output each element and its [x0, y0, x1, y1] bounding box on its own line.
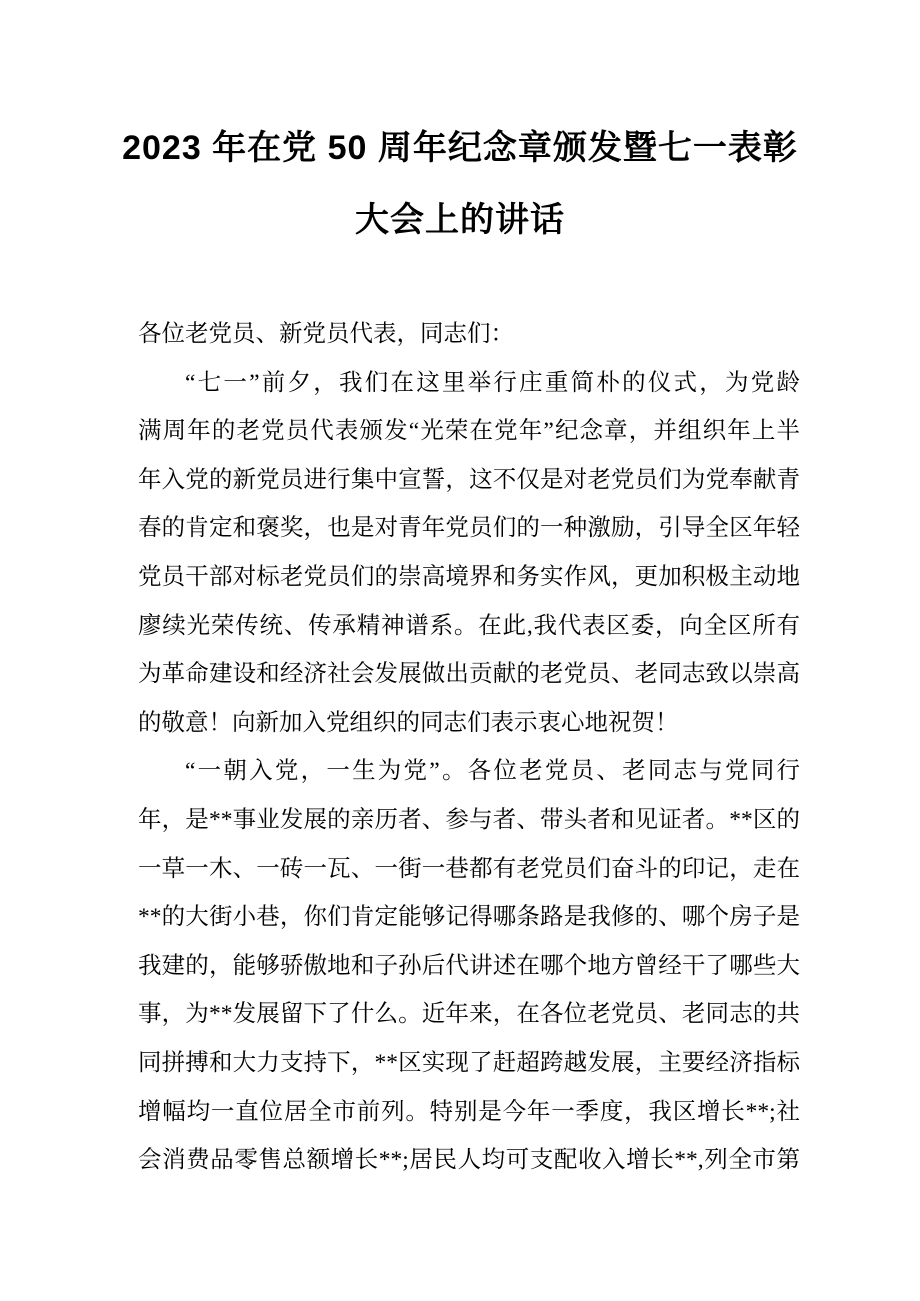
body-text-line: “七一”前夕，我们在这里举行庄重简朴的仪式，为党龄 — [185, 369, 800, 396]
body-text-line: 增幅均一直位居全市前列。特别是今年一季度，我区增长**;社 — [138, 1098, 800, 1125]
body-text-line: 廖续光荣传统、传承精神谱系。在此,我代表区委，向全区所有 — [138, 612, 800, 639]
body-text-line: 我建的，能够骄傲地和子孙后代讲述在哪个地方曾经干了哪些大 — [138, 952, 800, 979]
salutation-line: 各位老党员、新党员代表，同志们： — [138, 321, 514, 347]
body-text-line: 春的肯定和褒奖，也是对青年党员们的一种激励，引导全区年轻 — [138, 515, 800, 542]
body-text-line: 的敬意！向新加入党组织的同志们表示衷心地祝贺！ — [138, 709, 679, 736]
body-text-line: 满周年的老党员代表颁发“光荣在党年”纪念章，并组织年上半 — [138, 418, 800, 445]
body-text-line: 年，是**事业发展的亲历者、参与者、带头者和见证者。**区的 — [138, 806, 800, 833]
body-text-line: **的大街小巷，你们肯定能够记得哪条路是我修的、哪个房子是 — [138, 904, 800, 931]
title-line-1: 2023 年在党 50 周年纪念章颁发暨七一表彰 — [122, 129, 798, 167]
body-text-line: 为革命建设和经济社会发展做出贡献的老党员、老同志致以崇高 — [138, 661, 800, 688]
body-text-line: 党员干部对标老党员们的崇高境界和务实作风，更加积极主动地 — [138, 563, 800, 590]
document-title — [0, 112, 920, 256]
body-text-line: 年入党的新党员进行集中宣誓，这不仅是对老党员们为党奉献青 — [138, 466, 800, 493]
document-body — [138, 310, 800, 1185]
body-text-line: 一草一木、一砖一瓦、一街一巷都有老党员们奋斗的印记，走在 — [138, 855, 800, 882]
body-text-line: 事，为**发展留下了什么。近年来，在各位老党员、老同志的共 — [138, 1001, 800, 1028]
body-text-line: 同拼搏和大力支持下，**区实现了赶超跨越发展，主要经济指标 — [138, 1049, 800, 1076]
title-line-2: 大会上的讲话 — [355, 201, 565, 239]
body-text-line: “一朝入党，一生为党”。各位老党员、老同志与党同行 — [185, 758, 800, 785]
body-text-line: 会消费品零售总额增长**;居民人均可支配收入增长**,列全市第 — [138, 1147, 800, 1174]
